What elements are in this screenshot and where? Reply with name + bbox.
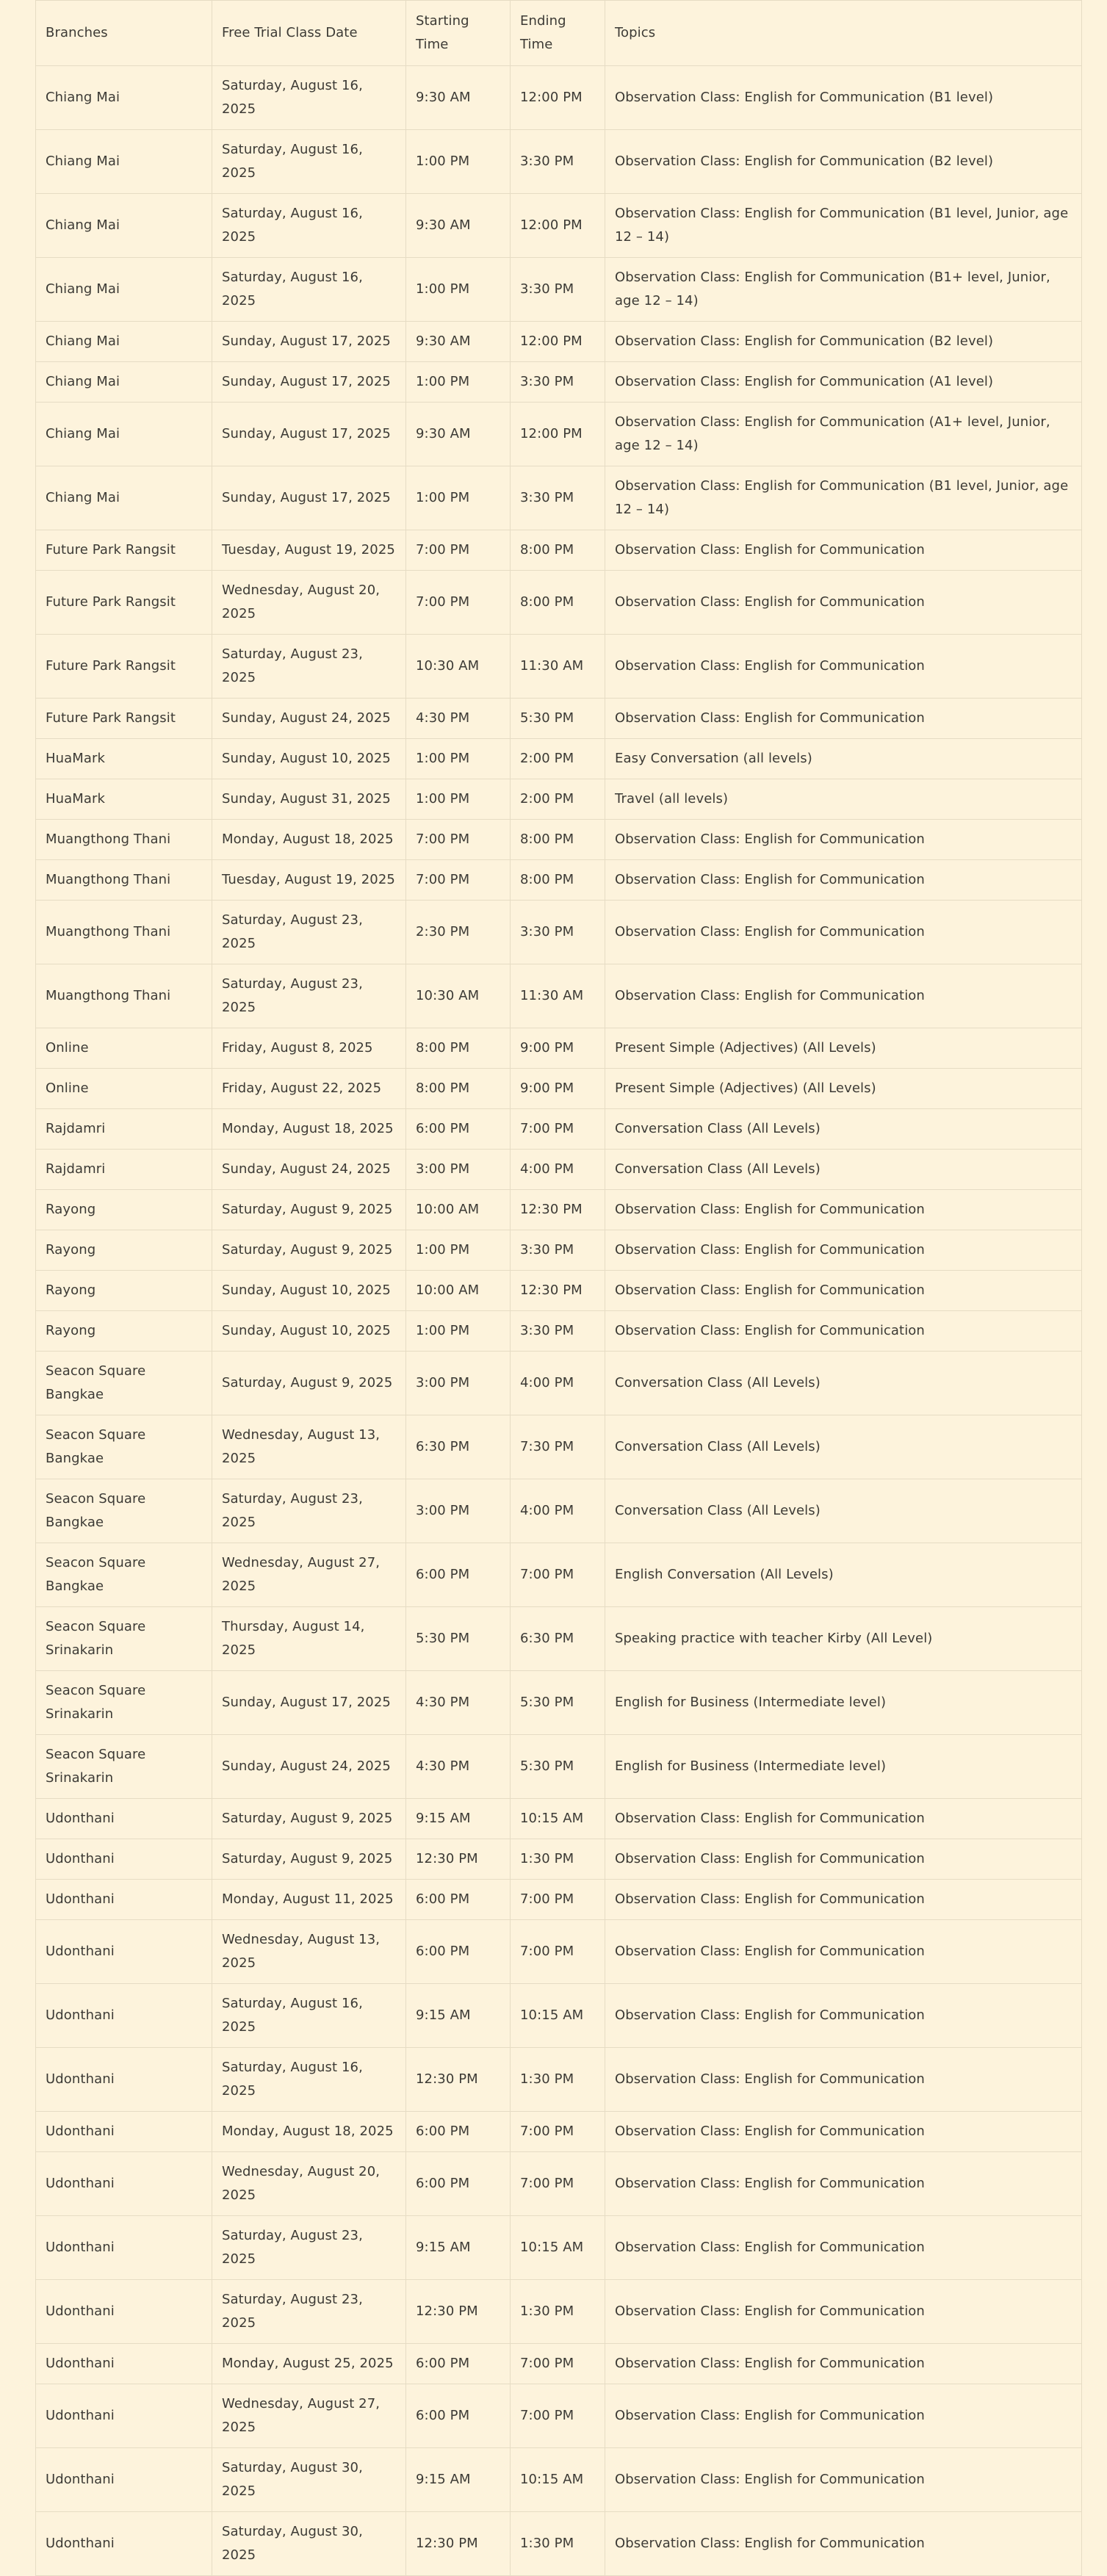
cell-start-time: 1:00 PM	[406, 739, 511, 779]
table-row	[36, 820, 1082, 860]
table-row	[36, 571, 1082, 635]
cell-topic: Observation Class: English for Communication	[605, 530, 1082, 571]
cell-branch: Seacon Square Bangkae	[36, 1415, 212, 1479]
cell-date: Friday, August 22, 2025	[212, 1069, 406, 1109]
cell-end-time: 4:00 PM	[511, 1479, 605, 1543]
table-row	[36, 2448, 1082, 2512]
cell-start-time: 10:30 AM	[406, 964, 511, 1028]
table-row	[36, 194, 1082, 258]
cell-branch: Udonthani	[36, 2512, 212, 2576]
cell-end-time: 5:30 PM	[511, 1671, 605, 1735]
cell-start-time: 4:30 PM	[406, 1671, 511, 1735]
table-row	[36, 1415, 1082, 1479]
cell-start-time: 12:30 PM	[406, 2512, 511, 2576]
cell-date: Wednesday, August 27, 2025	[212, 2384, 406, 2448]
cell-date: Sunday, August 17, 2025	[212, 466, 406, 530]
cell-date: Sunday, August 17, 2025	[212, 362, 406, 403]
cell-start-time: 12:30 PM	[406, 1839, 511, 1880]
cell-topic: Observation Class: English for Communication (B2 level)	[605, 322, 1082, 362]
cell-branch: Udonthani	[36, 2384, 212, 2448]
cell-date: Saturday, August 16, 2025	[212, 130, 406, 194]
cell-end-time: 2:00 PM	[511, 779, 605, 820]
cell-date: Wednesday, August 13, 2025	[212, 1920, 406, 1984]
cell-branch: HuaMark	[36, 739, 212, 779]
cell-date: Friday, August 8, 2025	[212, 1028, 406, 1069]
cell-topic: Easy Conversation (all levels)	[605, 739, 1082, 779]
table-row	[36, 66, 1082, 130]
cell-branch: Rajdamri	[36, 1109, 212, 1150]
cell-start-time: 6:00 PM	[406, 1920, 511, 1984]
cell-topic: Observation Class: English for Communication	[605, 901, 1082, 964]
cell-end-time: 10:15 AM	[511, 2448, 605, 2512]
cell-end-time: 12:00 PM	[511, 322, 605, 362]
table-row	[36, 1109, 1082, 1150]
cell-start-time: 3:00 PM	[406, 1352, 511, 1415]
cell-start-time: 7:00 PM	[406, 820, 511, 860]
cell-date: Saturday, August 23, 2025	[212, 2216, 406, 2280]
cell-end-time: 3:30 PM	[511, 362, 605, 403]
cell-branch: Udonthani	[36, 1799, 212, 1839]
cell-topic: Observation Class: English for Communication	[605, 1230, 1082, 1271]
cell-end-time: 9:00 PM	[511, 1028, 605, 1069]
cell-date: Saturday, August 16, 2025	[212, 1984, 406, 2048]
cell-date: Sunday, August 24, 2025	[212, 699, 406, 739]
cell-start-time: 12:30 PM	[406, 2280, 511, 2344]
cell-topic: English for Business (Intermediate level)	[605, 1735, 1082, 1799]
cell-branch: Future Park Rangsit	[36, 530, 212, 571]
cell-end-time: 10:15 AM	[511, 1984, 605, 2048]
cell-start-time: 9:15 AM	[406, 1984, 511, 2048]
table-row	[36, 1479, 1082, 1543]
cell-start-time: 5:30 PM	[406, 1607, 511, 1671]
cell-topic: Observation Class: English for Communication	[605, 964, 1082, 1028]
cell-date: Saturday, August 9, 2025	[212, 1839, 406, 1880]
cell-branch: Seacon Square Bangkae	[36, 1479, 212, 1543]
cell-date: Sunday, August 10, 2025	[212, 1271, 406, 1311]
cell-branch: Udonthani	[36, 1839, 212, 1880]
table-row	[36, 2344, 1082, 2384]
cell-topic: Present Simple (Adjectives) (All Levels)	[605, 1069, 1082, 1109]
header-topics: Topics	[605, 1, 1082, 66]
cell-end-time: 11:30 AM	[511, 964, 605, 1028]
table-row	[36, 964, 1082, 1028]
cell-topic: Conversation Class (All Levels)	[605, 1479, 1082, 1543]
table-row	[36, 2216, 1082, 2280]
cell-topic: Observation Class: English for Communication	[605, 635, 1082, 699]
cell-date: Saturday, August 23, 2025	[212, 2280, 406, 2344]
cell-start-time: 12:30 PM	[406, 2048, 511, 2112]
cell-branch: Seacon Square Bangkae	[36, 1543, 212, 1607]
table-row	[36, 1984, 1082, 2048]
header-row	[36, 1, 1082, 66]
cell-branch: Udonthani	[36, 2216, 212, 2280]
cell-end-time: 6:30 PM	[511, 1607, 605, 1671]
header-starting-time: Starting Time	[406, 1, 511, 66]
cell-date: Tuesday, August 19, 2025	[212, 860, 406, 901]
cell-end-time: 10:15 AM	[511, 2216, 605, 2280]
cell-end-time: 8:00 PM	[511, 571, 605, 635]
cell-topic: Observation Class: English for Communication	[605, 2280, 1082, 2344]
cell-date: Wednesday, August 20, 2025	[212, 571, 406, 635]
table-row	[36, 362, 1082, 403]
cell-topic: Observation Class: English for Communication (B1 level, Junior, age 12 – 14)	[605, 194, 1082, 258]
cell-topic: Observation Class: English for Communication	[605, 1920, 1082, 1984]
cell-branch: Chiang Mai	[36, 403, 212, 466]
cell-end-time: 12:30 PM	[511, 1190, 605, 1230]
cell-branch: Seacon Square Srinakarin	[36, 1671, 212, 1735]
cell-branch: Future Park Rangsit	[36, 571, 212, 635]
cell-topic: Observation Class: English for Communication	[605, 1880, 1082, 1920]
cell-topic: Conversation Class (All Levels)	[605, 1109, 1082, 1150]
cell-end-time: 12:30 PM	[511, 1271, 605, 1311]
cell-end-time: 9:00 PM	[511, 1069, 605, 1109]
cell-end-time: 4:00 PM	[511, 1352, 605, 1415]
cell-branch: Chiang Mai	[36, 258, 212, 322]
cell-date: Saturday, August 23, 2025	[212, 1479, 406, 1543]
cell-branch: Muangthong Thani	[36, 820, 212, 860]
table-row	[36, 1271, 1082, 1311]
cell-date: Sunday, August 10, 2025	[212, 739, 406, 779]
cell-topic: Observation Class: English for Communication	[605, 2344, 1082, 2384]
cell-branch: Udonthani	[36, 2448, 212, 2512]
cell-start-time: 6:00 PM	[406, 1880, 511, 1920]
cell-branch: Udonthani	[36, 2048, 212, 2112]
cell-end-time: 1:30 PM	[511, 2512, 605, 2576]
cell-branch: Future Park Rangsit	[36, 635, 212, 699]
cell-branch: Online	[36, 1028, 212, 1069]
cell-start-time: 1:00 PM	[406, 1311, 511, 1352]
cell-end-time: 10:15 AM	[511, 1799, 605, 1839]
trial-class-schedule-table	[35, 0, 1082, 2576]
cell-start-time: 10:00 AM	[406, 1190, 511, 1230]
table-row	[36, 1028, 1082, 1069]
cell-start-time: 9:30 AM	[406, 194, 511, 258]
cell-branch: Muangthong Thani	[36, 860, 212, 901]
cell-end-time: 1:30 PM	[511, 1839, 605, 1880]
cell-end-time: 3:30 PM	[511, 901, 605, 964]
cell-topic: English for Business (Intermediate level)	[605, 1671, 1082, 1735]
table-row	[36, 1190, 1082, 1230]
cell-branch: Udonthani	[36, 2152, 212, 2216]
table-row	[36, 2048, 1082, 2112]
cell-start-time: 9:30 AM	[406, 322, 511, 362]
cell-date: Monday, August 11, 2025	[212, 1880, 406, 1920]
cell-start-time: 6:00 PM	[406, 2344, 511, 2384]
cell-end-time: 5:30 PM	[511, 699, 605, 739]
cell-date: Tuesday, August 19, 2025	[212, 530, 406, 571]
cell-topic: Observation Class: English for Communication	[605, 1311, 1082, 1352]
cell-date: Saturday, August 9, 2025	[212, 1799, 406, 1839]
cell-topic: Observation Class: English for Communication	[605, 2112, 1082, 2152]
table-row	[36, 699, 1082, 739]
cell-date: Thursday, August 14, 2025	[212, 1607, 406, 1671]
table-row	[36, 1352, 1082, 1415]
cell-start-time: 3:00 PM	[406, 1479, 511, 1543]
header-free-trial-class-date: Free Trial Class Date	[212, 1, 406, 66]
table-row	[36, 1735, 1082, 1799]
table-row	[36, 1311, 1082, 1352]
cell-topic: Conversation Class (All Levels)	[605, 1352, 1082, 1415]
cell-topic: Observation Class: English for Communication (B1+ level, Junior, age 12 – 14)	[605, 258, 1082, 322]
table-row	[36, 1671, 1082, 1735]
cell-start-time: 10:30 AM	[406, 635, 511, 699]
cell-topic: Observation Class: English for Communication	[605, 2384, 1082, 2448]
cell-topic: English Conversation (All Levels)	[605, 1543, 1082, 1607]
cell-branch: Chiang Mai	[36, 66, 212, 130]
cell-start-time: 6:00 PM	[406, 1543, 511, 1607]
cell-branch: Chiang Mai	[36, 194, 212, 258]
cell-end-time: 3:30 PM	[511, 1230, 605, 1271]
cell-start-time: 1:00 PM	[406, 258, 511, 322]
cell-branch: Chiang Mai	[36, 130, 212, 194]
cell-start-time: 9:30 AM	[406, 403, 511, 466]
cell-topic: Observation Class: English for Communication (B1 level)	[605, 66, 1082, 130]
cell-branch: Udonthani	[36, 1880, 212, 1920]
cell-start-time: 4:30 PM	[406, 1735, 511, 1799]
table-row	[36, 635, 1082, 699]
cell-start-time: 9:30 AM	[406, 66, 511, 130]
table-row	[36, 1920, 1082, 1984]
cell-date: Saturday, August 23, 2025	[212, 635, 406, 699]
cell-branch: Muangthong Thani	[36, 901, 212, 964]
cell-branch: Chiang Mai	[36, 322, 212, 362]
cell-topic: Observation Class: English for Communication (A1 level)	[605, 362, 1082, 403]
cell-start-time: 10:00 AM	[406, 1271, 511, 1311]
cell-start-time: 6:00 PM	[406, 1109, 511, 1150]
cell-end-time: 7:00 PM	[511, 1920, 605, 1984]
cell-branch: Rayong	[36, 1190, 212, 1230]
cell-date: Sunday, August 17, 2025	[212, 403, 406, 466]
cell-end-time: 3:30 PM	[511, 1311, 605, 1352]
table-row	[36, 1150, 1082, 1190]
cell-topic: Observation Class: English for Communication (B2 level)	[605, 130, 1082, 194]
header-branches: Branches	[36, 1, 212, 66]
cell-topic: Observation Class: English for Communication	[605, 1190, 1082, 1230]
cell-branch: Udonthani	[36, 1920, 212, 1984]
cell-end-time: 7:00 PM	[511, 2384, 605, 2448]
cell-date: Saturday, August 9, 2025	[212, 1230, 406, 1271]
cell-end-time: 4:00 PM	[511, 1150, 605, 1190]
table-row	[36, 530, 1082, 571]
cell-end-time: 7:00 PM	[511, 2344, 605, 2384]
cell-end-time: 7:00 PM	[511, 2112, 605, 2152]
table-row	[36, 1880, 1082, 1920]
cell-branch: Udonthani	[36, 2344, 212, 2384]
table-row	[36, 739, 1082, 779]
cell-start-time: 7:00 PM	[406, 571, 511, 635]
cell-end-time: 7:30 PM	[511, 1415, 605, 1479]
cell-start-time: 1:00 PM	[406, 1230, 511, 1271]
cell-end-time: 3:30 PM	[511, 258, 605, 322]
cell-end-time: 7:00 PM	[511, 1880, 605, 1920]
cell-branch: Udonthani	[36, 1984, 212, 2048]
cell-branch: HuaMark	[36, 779, 212, 820]
cell-end-time: 1:30 PM	[511, 2048, 605, 2112]
cell-branch: Chiang Mai	[36, 362, 212, 403]
table-row	[36, 860, 1082, 901]
cell-topic: Observation Class: English for Communication (A1+ level, Junior, age 12 – 14)	[605, 403, 1082, 466]
table-row	[36, 466, 1082, 530]
cell-topic: Observation Class: English for Communication	[605, 571, 1082, 635]
cell-date: Sunday, August 24, 2025	[212, 1735, 406, 1799]
cell-date: Sunday, August 31, 2025	[212, 779, 406, 820]
cell-start-time: 1:00 PM	[406, 362, 511, 403]
cell-topic: Speaking practice with teacher Kirby (All Level)	[605, 1607, 1082, 1671]
cell-end-time: 3:30 PM	[511, 130, 605, 194]
table-body	[36, 66, 1082, 2576]
cell-date: Sunday, August 10, 2025	[212, 1311, 406, 1352]
table-row	[36, 2152, 1082, 2216]
cell-branch: Seacon Square Srinakarin	[36, 1607, 212, 1671]
cell-date: Saturday, August 30, 2025	[212, 2512, 406, 2576]
cell-start-time: 9:15 AM	[406, 2216, 511, 2280]
cell-topic: Observation Class: English for Communication	[605, 860, 1082, 901]
cell-start-time: 1:00 PM	[406, 130, 511, 194]
cell-date: Monday, August 18, 2025	[212, 820, 406, 860]
cell-end-time: 7:00 PM	[511, 2152, 605, 2216]
cell-topic: Observation Class: English for Communication	[605, 1984, 1082, 2048]
cell-start-time: 9:15 AM	[406, 2448, 511, 2512]
cell-end-time: 7:00 PM	[511, 1543, 605, 1607]
cell-topic: Observation Class: English for Communication	[605, 699, 1082, 739]
cell-date: Sunday, August 17, 2025	[212, 322, 406, 362]
cell-branch: Rajdamri	[36, 1150, 212, 1190]
cell-topic: Observation Class: English for Communication	[605, 1839, 1082, 1880]
cell-start-time: 4:30 PM	[406, 699, 511, 739]
cell-date: Wednesday, August 27, 2025	[212, 1543, 406, 1607]
cell-topic: Observation Class: English for Communication	[605, 1271, 1082, 1311]
cell-start-time: 8:00 PM	[406, 1069, 511, 1109]
table-row	[36, 779, 1082, 820]
cell-topic: Observation Class: English for Communication	[605, 2512, 1082, 2576]
cell-start-time: 9:15 AM	[406, 1799, 511, 1839]
cell-date: Saturday, August 9, 2025	[212, 1352, 406, 1415]
cell-date: Sunday, August 24, 2025	[212, 1150, 406, 1190]
cell-date: Wednesday, August 13, 2025	[212, 1415, 406, 1479]
cell-start-time: 1:00 PM	[406, 466, 511, 530]
cell-date: Saturday, August 23, 2025	[212, 901, 406, 964]
cell-topic: Travel (all levels)	[605, 779, 1082, 820]
header-ending-time: Ending Time	[511, 1, 605, 66]
cell-branch: Future Park Rangsit	[36, 699, 212, 739]
cell-topic: Observation Class: English for Communication	[605, 820, 1082, 860]
cell-date: Monday, August 25, 2025	[212, 2344, 406, 2384]
cell-topic: Observation Class: English for Communication (B1 level, Junior, age 12 – 14)	[605, 466, 1082, 530]
table-row	[36, 1607, 1082, 1671]
cell-date: Wednesday, August 20, 2025	[212, 2152, 406, 2216]
cell-branch: Udonthani	[36, 2280, 212, 2344]
cell-date: Saturday, August 23, 2025	[212, 964, 406, 1028]
cell-topic: Conversation Class (All Levels)	[605, 1415, 1082, 1479]
cell-branch: Udonthani	[36, 2112, 212, 2152]
table-header	[36, 1, 1082, 66]
cell-date: Saturday, August 16, 2025	[212, 66, 406, 130]
table-row	[36, 1799, 1082, 1839]
cell-branch: Seacon Square Srinakarin	[36, 1735, 212, 1799]
cell-branch: Rayong	[36, 1311, 212, 1352]
cell-date: Saturday, August 16, 2025	[212, 258, 406, 322]
table-row	[36, 2512, 1082, 2576]
cell-date: Saturday, August 16, 2025	[212, 194, 406, 258]
cell-start-time: 2:30 PM	[406, 901, 511, 964]
table-row	[36, 1839, 1082, 1880]
cell-start-time: 6:00 PM	[406, 2112, 511, 2152]
cell-date: Saturday, August 30, 2025	[212, 2448, 406, 2512]
cell-start-time: 1:00 PM	[406, 779, 511, 820]
cell-end-time: 8:00 PM	[511, 860, 605, 901]
cell-start-time: 7:00 PM	[406, 860, 511, 901]
cell-date: Saturday, August 16, 2025	[212, 2048, 406, 2112]
cell-topic: Observation Class: English for Communication	[605, 1799, 1082, 1839]
cell-start-time: 6:00 PM	[406, 2152, 511, 2216]
table-row	[36, 403, 1082, 466]
cell-date: Sunday, August 17, 2025	[212, 1671, 406, 1735]
cell-branch: Rayong	[36, 1230, 212, 1271]
cell-end-time: 12:00 PM	[511, 194, 605, 258]
cell-start-time: 3:00 PM	[406, 1150, 511, 1190]
table-row	[36, 2280, 1082, 2344]
table-row	[36, 2384, 1082, 2448]
cell-topic: Conversation Class (All Levels)	[605, 1150, 1082, 1190]
cell-date: Monday, August 18, 2025	[212, 2112, 406, 2152]
cell-topic: Observation Class: English for Communication	[605, 2152, 1082, 2216]
cell-topic: Observation Class: English for Communication	[605, 2216, 1082, 2280]
table-row	[36, 2112, 1082, 2152]
table-row	[36, 1069, 1082, 1109]
cell-date: Monday, August 18, 2025	[212, 1109, 406, 1150]
cell-end-time: 11:30 AM	[511, 635, 605, 699]
table-row	[36, 1230, 1082, 1271]
cell-start-time: 6:00 PM	[406, 2384, 511, 2448]
cell-date: Saturday, August 9, 2025	[212, 1190, 406, 1230]
cell-branch: Rayong	[36, 1271, 212, 1311]
table-row	[36, 901, 1082, 964]
cell-end-time: 2:00 PM	[511, 739, 605, 779]
cell-end-time: 12:00 PM	[511, 403, 605, 466]
cell-start-time: 7:00 PM	[406, 530, 511, 571]
table-row	[36, 130, 1082, 194]
table-row	[36, 322, 1082, 362]
cell-end-time: 3:30 PM	[511, 466, 605, 530]
cell-topic: Present Simple (Adjectives) (All Levels)	[605, 1028, 1082, 1069]
cell-branch: Online	[36, 1069, 212, 1109]
cell-end-time: 7:00 PM	[511, 1109, 605, 1150]
cell-end-time: 1:30 PM	[511, 2280, 605, 2344]
cell-end-time: 12:00 PM	[511, 66, 605, 130]
cell-topic: Observation Class: English for Communication	[605, 2448, 1082, 2512]
table-row	[36, 258, 1082, 322]
cell-end-time: 8:00 PM	[511, 530, 605, 571]
cell-end-time: 8:00 PM	[511, 820, 605, 860]
cell-branch: Chiang Mai	[36, 466, 212, 530]
table-row	[36, 1543, 1082, 1607]
cell-start-time: 6:30 PM	[406, 1415, 511, 1479]
cell-branch: Seacon Square Bangkae	[36, 1352, 212, 1415]
cell-start-time: 8:00 PM	[406, 1028, 511, 1069]
cell-end-time: 5:30 PM	[511, 1735, 605, 1799]
cell-branch: Muangthong Thani	[36, 964, 212, 1028]
cell-topic: Observation Class: English for Communication	[605, 2048, 1082, 2112]
